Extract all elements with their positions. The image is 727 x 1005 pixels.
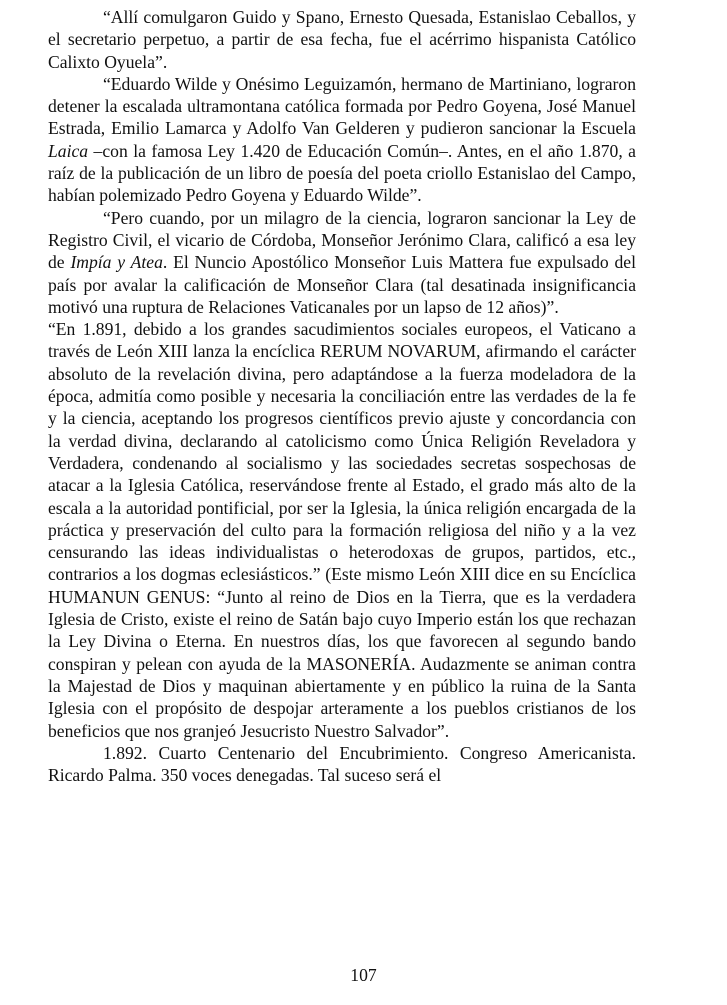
- paragraph-3-italic-impia-atea: Impía y Atea: [70, 252, 163, 273]
- paragraph-2-text-a: “Eduardo Wilde y Onésimo Leguizamón, hermano de Martiniano, lograron detener la escalada ultramontana católica formada por Pedro Goyena, José Manuel Estrada, Emilio Lamarca y Adolfo Van Gelderen y pudieron sancionar la Escuela: [48, 73, 636, 139]
- page-number: 107: [350, 965, 377, 985]
- paragraph-5: [48, 742, 636, 787]
- paragraph-3-text-a: “Pero cuando, por un milagro de la ciencia, lograron sancionar la Ley de Registro Civil, el vicario de Córdoba, Monseñor Jerónimo Clara, calificó a esa ley de: [48, 207, 636, 273]
- paragraph-1-text: “Allí comulgaron Guido y Spano, Ernesto Quesada, Estanislao Ceballos, y el secretario perpetuo, a partir de esa fecha, fue el acérrimo hispanista Católico Calixto Oyuela”.: [48, 7, 636, 72]
- paragraph-1: [48, 6, 636, 73]
- paragraph-4-text: “En 1.891, debido a los grandes sacudimientos sociales europeos, el Vaticano a través de León XIII lanza la encíclica RERUM NOVARUM, afirmando el carácter absoluto de la revelación divina, pero adaptándose a la fuerza modeladora de la época, admitía como posible y necesaria la conciliación entre las verdades de la fe y la ciencia, aceptando los progresos científicos previo ajuste y concordancia con la verdad divina, declarando al catolicismo como Única Religión Reveladora y Verdadera, condenando al socialismo y las sociedades secretas sospechosas de atacar a la Iglesia Católica, reservándose frente al Estado, el grado más alto de la escala a la autoridad pontificial, por ser la Iglesia, la única religión encargada de la práctica y preservación del culto para la formación religiosa del niño y a la vez censurando las ideas individualistas o heterodoxas de grupos, partidos, etc., contrarios a los dogmas eclesiásticos.” (Este mismo León XIII dice en su Encíclica HUMANUN GENUS: “Junto al reino de Dios en la Tierra, que es la verdadera Iglesia de Cristo, existe el reino de Satán bajo cuyo Imperio están los que rechazan la Ley Divina o Eterna. En nuestros días, los que favorecen al segundo bando conspiran y pelean con ayuda de la MASONERÍA. Audazmente se animan contra la Majestad de Dios y maquinan abiertamente y en público la ruina de la Santa Iglesia con el propósito de despojar arteramente a los pueblos cristianos de los beneficios que nos granjeó Jesucristo Nuestro Salvador”.: [48, 319, 636, 741]
- paragraph-3-text-b: . El Nuncio Apostólico Monseñor Luis Mattera fue expulsado del país por avalar la calificación de Monseñor Clara (tal desatinada insignificancia motivó una ruptura de Relaciones Vaticanales por un lapso de 12 años)”.: [48, 252, 636, 317]
- paragraph-5-text: 1.892. Cuarto Centenario del Encubrimiento. Congreso Americanista. Ricardo Palma. 350 voces denegadas. Tal suceso será el: [48, 742, 636, 786]
- paragraph-4: [48, 318, 636, 742]
- paragraph-2-text-b: –con la famosa Ley 1.420 de Educación Común–. Antes, en el año 1.870, a raíz de la publicación de un libro de poesía del poeta criollo Estanislao del Campo, habían polemizado Pedro Goyena y Eduardo Wilde”.: [48, 140, 636, 206]
- page-body: [48, 6, 636, 786]
- paragraph-2-italic-laica: Laica: [48, 140, 89, 161]
- paragraph-2: [48, 73, 636, 207]
- paragraph-3: [48, 207, 636, 318]
